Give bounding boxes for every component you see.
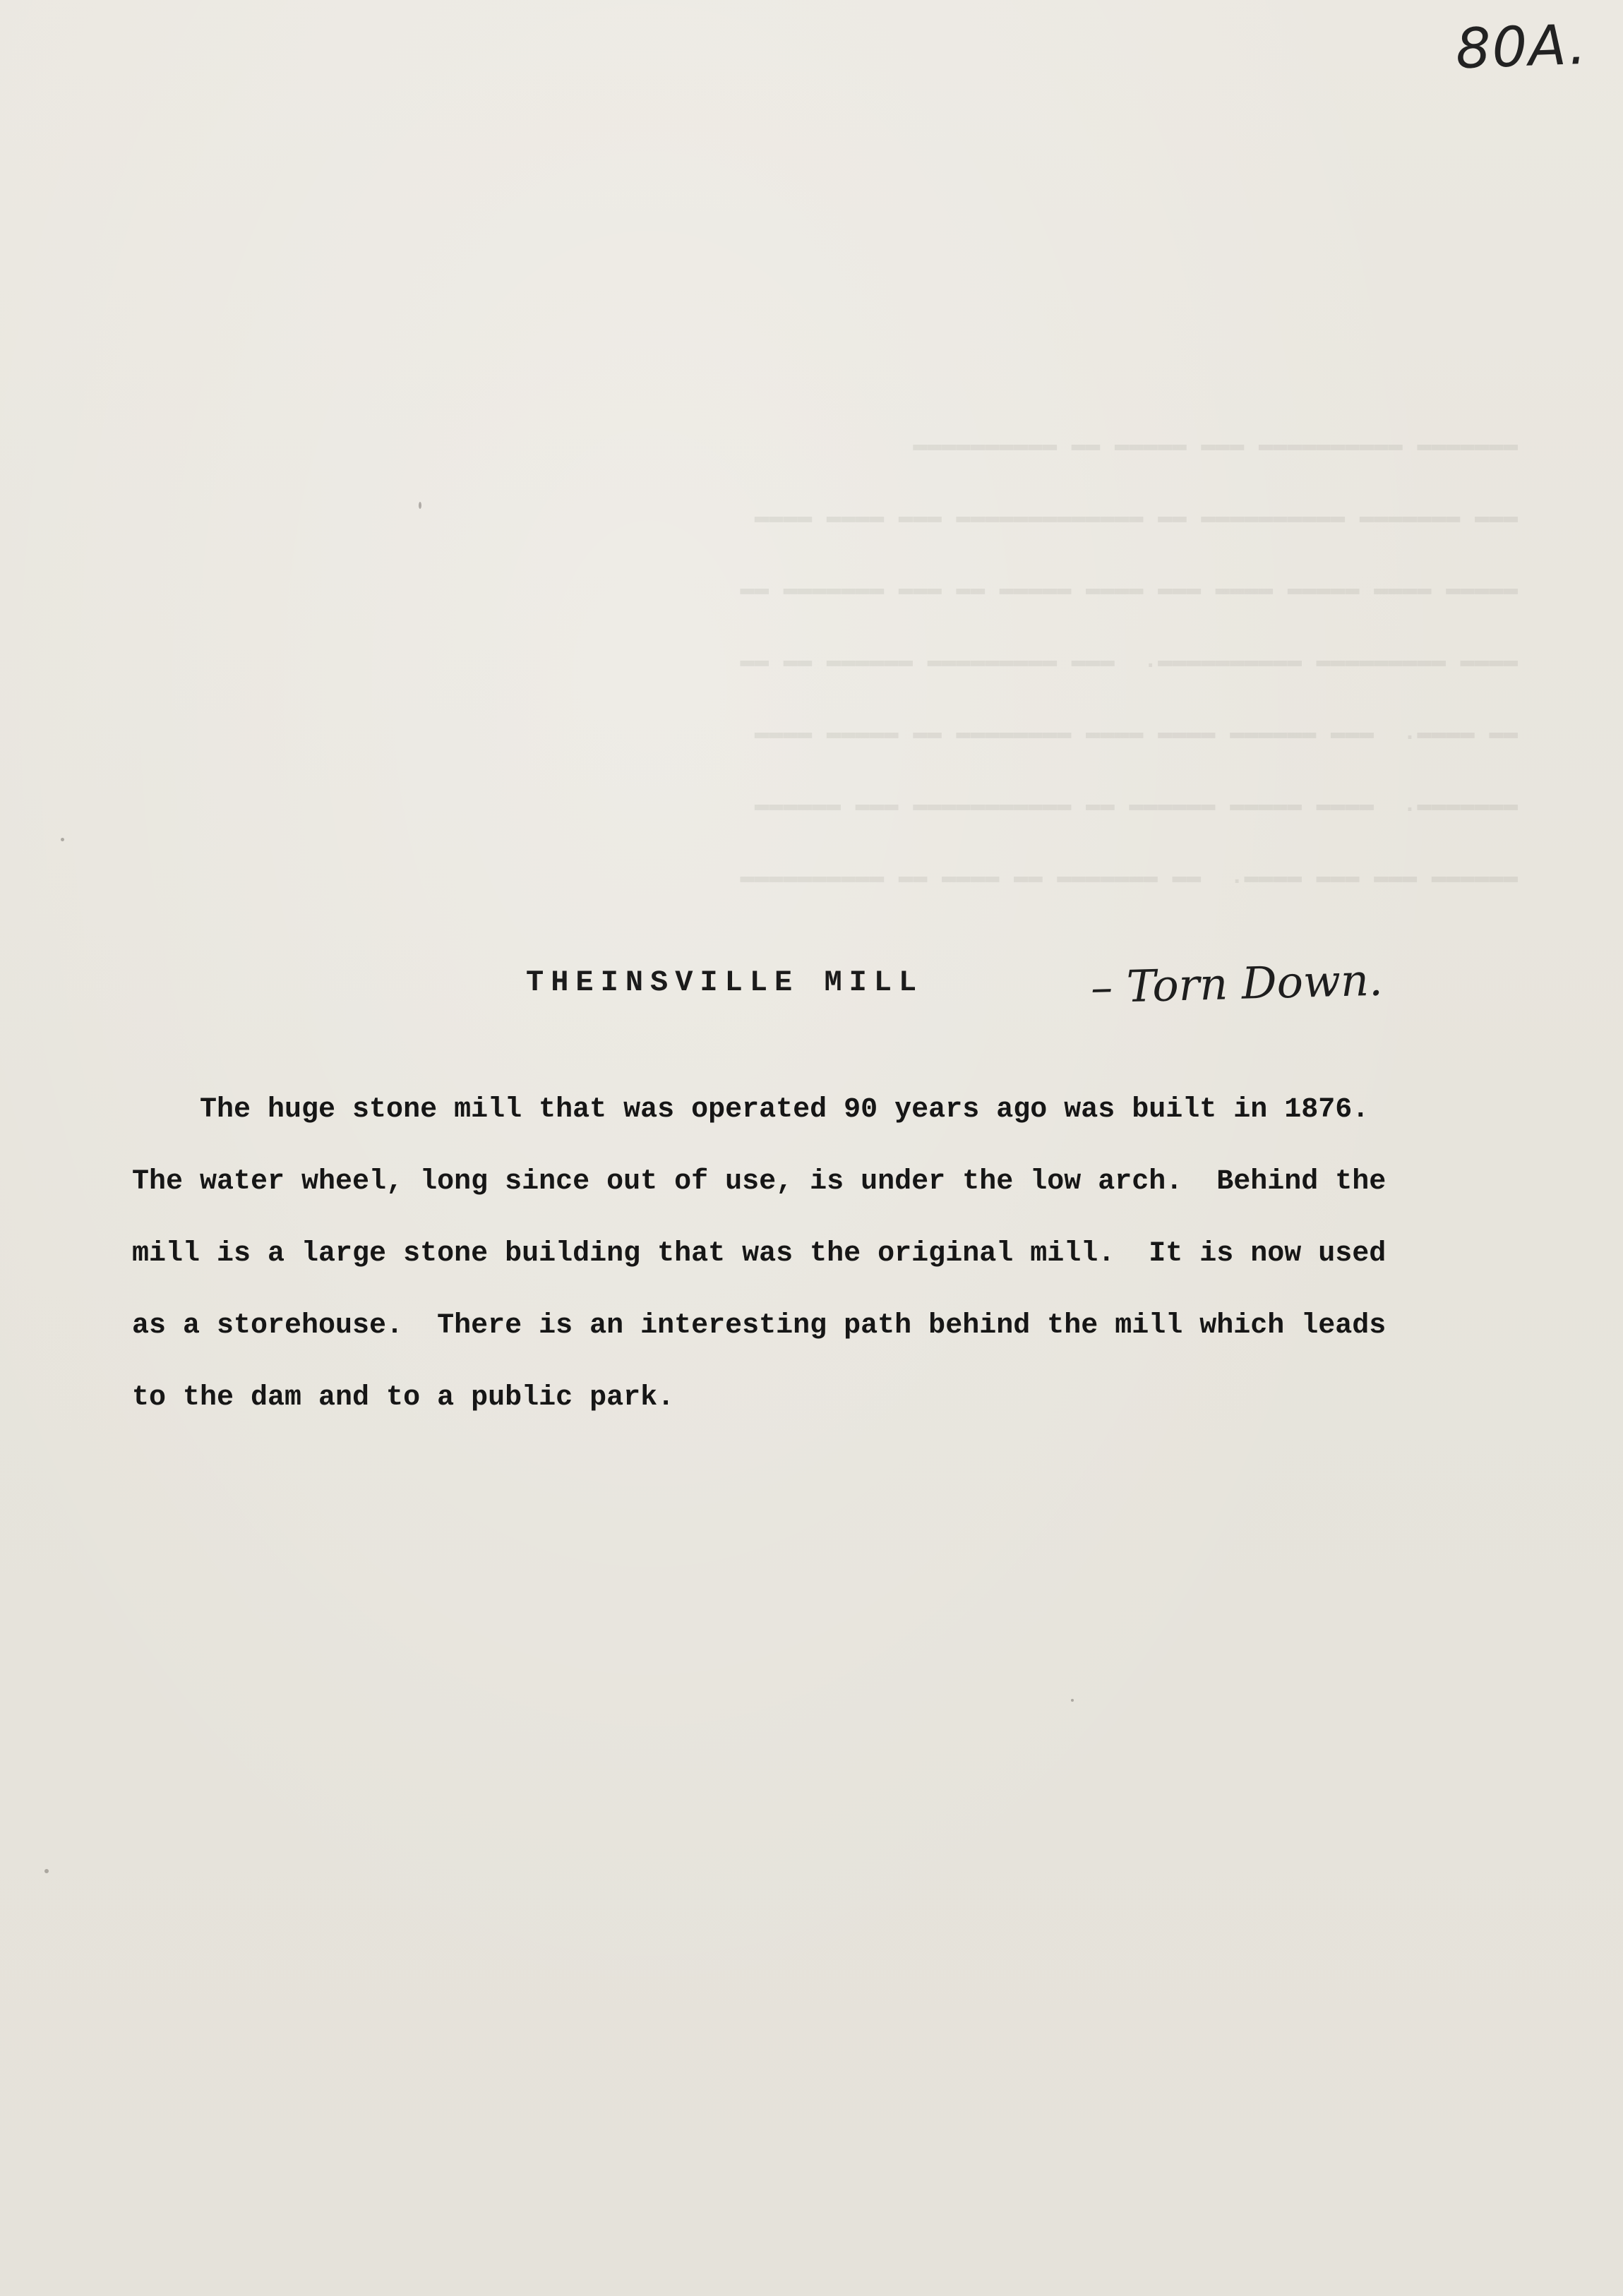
page-number-annotation: 80A.: [1454, 13, 1589, 82]
document-title: [526, 966, 923, 999]
paper-speck: [419, 502, 421, 509]
paper-speck: [44, 1869, 49, 1873]
handwritten-annotation: – Torn Down.: [1090, 954, 1384, 1014]
paper-speck: [1071, 1699, 1074, 1702]
paragraph-line: to the dam and to a public park.: [132, 1382, 675, 1414]
paragraph-line: The water wheel, long since out of use, is under the low arch. Behind the: [132, 1166, 1387, 1198]
title-text: THEINSVILLE MILL: [526, 966, 924, 999]
paper-speck: [61, 838, 64, 841]
paragraph-line: as a storehouse. There is an interesting path behind the mill which leads: [132, 1310, 1387, 1342]
body-paragraph: [132, 1074, 1473, 1434]
bleed-through-decoration: ▬▬▬▬▬▬▬ ▬▬▬▬▬▬▬▬▬▬ ▬▬▬ ▬▬▬▬▬ ▬▬ ▬▬▬▬▬▬▬▬▬▬ ▬▬▬ ▬▬▬▬▬▬▬ ▬▬▬▬▬▬▬▬▬▬ ▬▬ ▬▬▬▬▬▬▬▬▬▬▬▬▬ ▬▬▬ ▬▬▬▬ ▬▬▬▬ ▬▬▬▬▬ ▬▬▬▬ ▬▬▬▬▬ ▬▬▬▬ ▬▬▬ ▬▬▬▬ ▬▬▬▬▬ ▬▬ ▬▬▬ ▬▬▬▬▬▬▬ ▬▬ ▬▬▬▬ ▬▬▬▬▬▬▬▬▬ ▬▬▬▬▬▬▬▬▬▬. ▬▬▬ ▬▬▬▬▬▬▬▬▬ ▬▬▬▬▬▬ ▬▬ ▬▬ ▬▬ ▬▬▬▬. ▬▬▬ ▬▬▬▬▬▬ ▬▬▬▬ ▬▬▬▬ ▬▬▬▬▬▬▬▬ ▬▬ ▬▬▬▬▬ ▬▬▬▬ ▬▬▬▬▬▬▬. ▬▬▬▬ ▬▬▬▬▬ ▬▬▬▬▬▬ ▬▬ ▬▬▬▬▬▬▬▬▬▬▬ ▬▬▬ ▬▬▬▬▬▬ ▬▬▬▬▬▬ ▬▬▬ ▬▬▬ ▬▬▬▬. ▬▬ ▬▬▬▬▬▬▬ ▬▬ ▬▬▬▬ ▬▬ ▬▬▬▬▬▬▬▬▬▬: [740, 432, 1518, 891]
paragraph-line: The huge stone mill that was operated 90 years ago was built in 1876.: [132, 1094, 1370, 1126]
paragraph-line: mill is a large stone building that was the original mill. It is now used: [132, 1238, 1387, 1270]
